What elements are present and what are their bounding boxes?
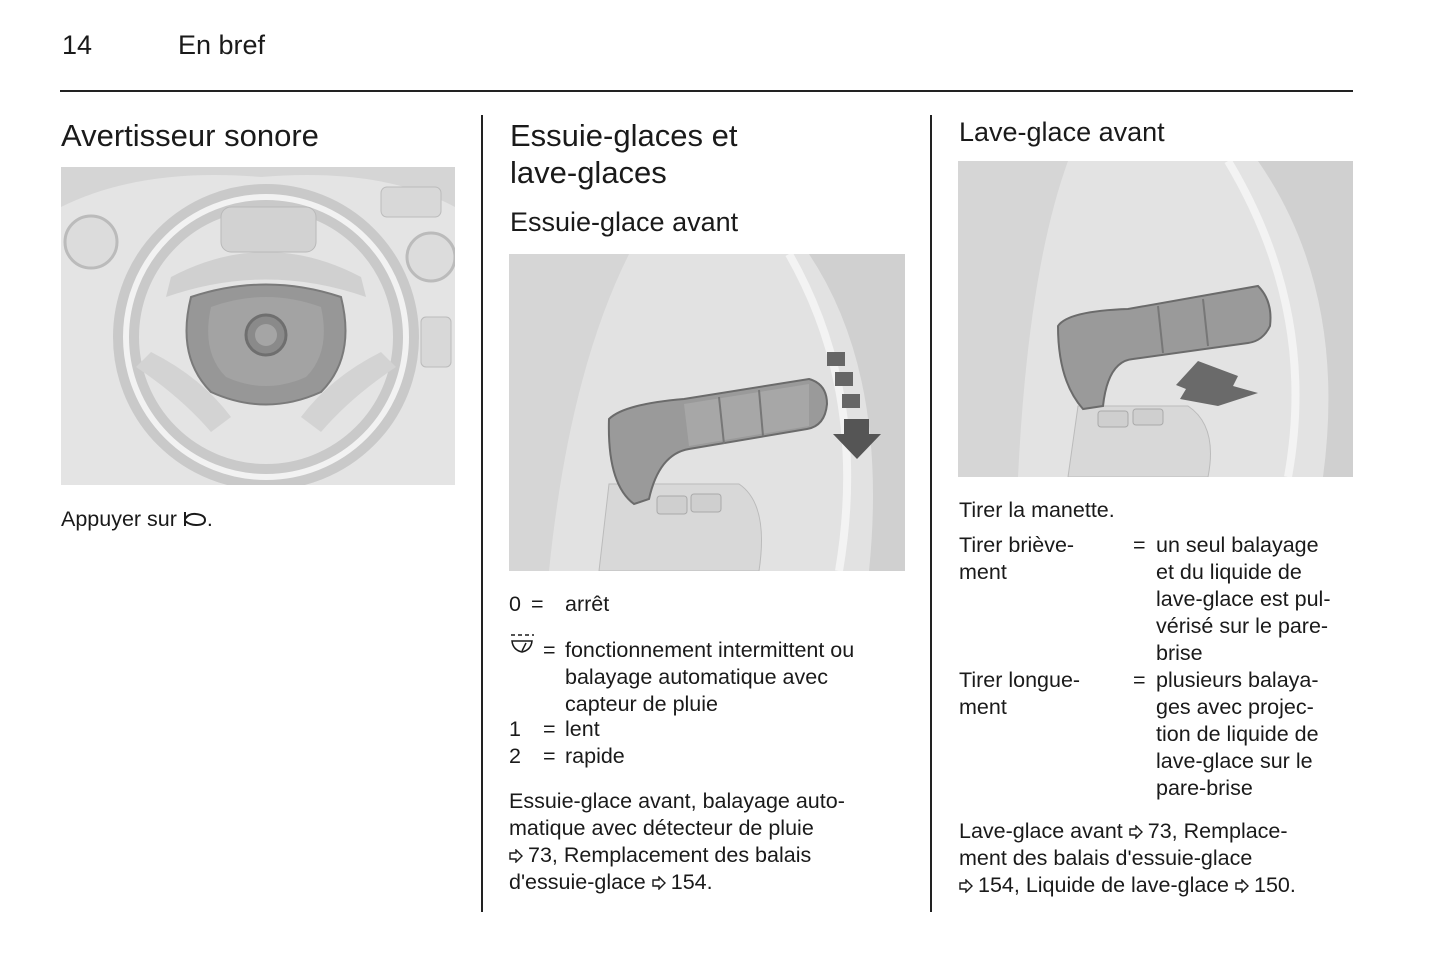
reference-arrow-icon [959,873,973,887]
wiper-ref-line2: matique avec détecteur de pluie [509,816,814,840]
legend-eq-2: = [543,717,556,741]
wiper-ref-line1: Essuie-glace avant, balayage auto- [509,789,845,813]
legend-desc-0: arrêt [565,592,610,616]
wipers-heading [510,117,737,191]
legend-desc-1b: balayage automatique avec [565,665,828,689]
washer-ref-l1a: Lave-glace avant [959,819,1123,843]
horn-caption-period: . [206,507,213,531]
horn-caption-text: Appuyer sur [61,507,177,531]
legend-desc-2: lent [565,717,600,741]
wipers-heading-line2: lave-glaces [510,155,667,190]
legend-eq-3: = [543,744,556,768]
row2-right-c: tion de liquide de [1156,722,1319,746]
washer-ref-l1b[interactable]: 73, Remplace- [1147,819,1288,843]
legend-key-2: 1 [509,717,521,741]
row2-left-a: Tirer longue- [959,668,1081,692]
row1-right-c: lave-glace est pul- [1156,587,1331,611]
row2-right-a: plusieurs balaya- [1156,668,1319,692]
legend-eq-1: = [543,638,556,662]
row1-left-a: Tirer brièvе- [959,533,1075,557]
reference-arrow-icon [652,870,666,884]
legend-key-0: 0 [509,592,521,616]
row1-right-d: vérisé sur le pare- [1156,614,1329,638]
wiper-ref-line4: d'essuie-glace [509,870,646,894]
wipers-heading-line1: Essuie-glaces et [510,118,738,153]
column-divider-2 [930,115,932,912]
legend-eq-0: = [531,592,544,616]
intermittent-wiper-icon [509,632,535,661]
row1-eq: = [1133,533,1146,557]
washer-ref-l3a[interactable]: 154, Liquide de lave-glace [978,873,1230,897]
reference-arrow-icon [1129,819,1143,833]
legend-key-3: 2 [509,744,521,768]
column-divider-1 [481,115,483,912]
wiper-ref-page[interactable]: 154. [670,870,713,894]
section-title: En bref [178,30,266,60]
legend-desc-1c: capteur de pluie [565,692,718,716]
row1-right-e: brise [1156,641,1203,665]
washer-references [959,818,1359,899]
steering-wheel-illustration [61,167,455,485]
washer-ref-l3b[interactable]: 150. [1254,873,1296,897]
row2-right-d: lave-glace sur le [1156,749,1313,773]
front-wiper-subheading: Essuie-glace avant [510,207,739,237]
header-rule [60,90,1353,92]
row2-right-b: ges avec projec- [1156,695,1314,719]
row2-right-e: pare-brise [1156,776,1253,800]
horn-caption [61,506,213,535]
wiper-ref-line3[interactable]: 73, Remplacement des balais [528,843,812,867]
horn-icon [183,508,207,535]
washer-stalk-illustration [958,161,1353,477]
page-number: 14 [62,30,93,60]
wiper-stalk-illustration [509,254,905,571]
reference-arrow-icon [509,843,523,857]
wiper-references [509,788,909,896]
row2-eq: = [1133,668,1146,692]
row1-left-b: ment [959,560,1007,584]
washer-ref-l2: ment des balais d'essuie-glace [959,846,1253,870]
row1-right-b: et du liquide de [1156,560,1302,584]
row1-right-a: un seul balayage [1156,533,1319,557]
washer-intro: Tirer la manette. [959,498,1115,522]
row2-left-b: ment [959,695,1007,719]
reference-arrow-icon [1235,873,1249,887]
legend-desc-1a: fonctionnement intermittent ou [565,638,855,662]
horn-heading: Avertisseur sonore [61,118,319,153]
legend-desc-3: rapide [565,744,625,768]
washer-heading: Lave-glace avant [959,117,1165,147]
